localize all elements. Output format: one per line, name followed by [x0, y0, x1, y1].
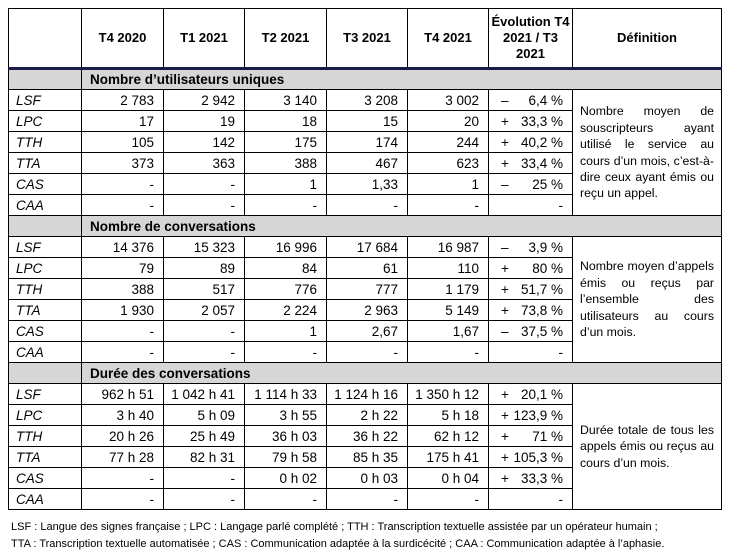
evolution-value: 3,9 % — [528, 239, 563, 255]
data-cell: 110 — [408, 258, 489, 279]
evolution-value: 33,3 % — [520, 470, 563, 486]
row-label: LPC — [9, 111, 82, 132]
evolution-value: 51,7 % — [520, 281, 563, 297]
column-header-t4-2020: T4 2020 — [82, 9, 164, 69]
evolution-value: 37,5 % — [520, 323, 563, 339]
data-cell: 623 — [408, 153, 489, 174]
data-cell: 89 — [164, 258, 245, 279]
data-cell: 1 — [408, 174, 489, 195]
evolution-value: 25 % — [532, 176, 563, 192]
data-cell: 2 942 — [164, 90, 245, 111]
row-label: LPC — [9, 258, 82, 279]
evolution-cell — [489, 258, 573, 279]
evolution-cell — [489, 174, 573, 195]
section-blank-cell — [9, 363, 82, 384]
data-cell: 467 — [327, 153, 408, 174]
data-cell: - — [164, 489, 245, 510]
data-cell: 0 h 03 — [327, 468, 408, 489]
evolution-content — [489, 261, 572, 276]
data-cell: 16 987 — [408, 237, 489, 258]
evolution-cell — [489, 132, 573, 153]
evolution-content — [489, 324, 572, 339]
data-cell: - — [82, 342, 164, 363]
evolution-content — [489, 282, 572, 297]
evolution-content — [489, 93, 572, 108]
data-cell: - — [327, 195, 408, 216]
data-cell: 20 — [408, 111, 489, 132]
evolution-value: 33,4 % — [520, 155, 563, 171]
data-cell: 15 — [327, 111, 408, 132]
data-cell: - — [164, 342, 245, 363]
data-cell: - — [82, 468, 164, 489]
evolution-sign: + — [501, 386, 509, 402]
data-cell: 5 h 18 — [408, 405, 489, 426]
data-cell: 1 124 h 16 — [327, 384, 408, 405]
table-row — [9, 237, 722, 258]
data-cell: 79 — [82, 258, 164, 279]
data-cell: 373 — [82, 153, 164, 174]
evolution-content — [489, 135, 572, 150]
data-cell: 82 h 31 — [164, 447, 245, 468]
header-row — [9, 9, 722, 69]
evolution-cell — [489, 321, 573, 342]
row-label: TTH — [9, 279, 82, 300]
row-label: LSF — [9, 90, 82, 111]
data-cell: 17 684 — [327, 237, 408, 258]
data-cell: 5 149 — [408, 300, 489, 321]
evolution-content — [489, 303, 572, 318]
evolution-value: 80 % — [532, 260, 563, 276]
evolution-cell — [489, 153, 573, 174]
data-cell: 19 — [164, 111, 245, 132]
evolution-content — [489, 114, 572, 129]
column-header-t1-2021: T1 2021 — [164, 9, 245, 69]
evolution-cell: - — [489, 195, 573, 216]
data-cell: 2 783 — [82, 90, 164, 111]
evolution-cell: - — [489, 342, 573, 363]
row-label: CAA — [9, 489, 82, 510]
evolution-value: 40,2 % — [520, 134, 563, 150]
section-title: Durée des conversations — [82, 363, 722, 384]
evolution-content — [489, 408, 572, 423]
evolution-content — [489, 471, 572, 486]
row-label: CAA — [9, 342, 82, 363]
evolution-value: 73,8 % — [520, 302, 563, 318]
data-cell: 5 h 09 — [164, 405, 245, 426]
row-label: CAS — [9, 468, 82, 489]
data-cell: 85 h 35 — [327, 447, 408, 468]
data-cell: - — [408, 195, 489, 216]
evolution-sign: – — [501, 323, 509, 339]
evolution-cell — [489, 468, 573, 489]
data-cell: 2 224 — [245, 300, 327, 321]
data-cell: 1 930 — [82, 300, 164, 321]
data-cell: 244 — [408, 132, 489, 153]
data-cell: 0 h 04 — [408, 468, 489, 489]
evolution-value: 33,3 % — [520, 113, 563, 129]
evolution-sign: – — [501, 176, 509, 192]
data-cell: - — [164, 195, 245, 216]
section-title: Nombre de conversations — [82, 216, 722, 237]
column-header-t4-2021: T4 2021 — [408, 9, 489, 69]
footnote-line: TTA : Transcription textuelle automatisée ; CAS : Communication adaptée à la surdicécité ; CAA : Communication adaptée à l’aphasie. — [11, 537, 665, 550]
data-cell: 3 140 — [245, 90, 327, 111]
column-header-t3-2021: T3 2021 — [327, 9, 408, 69]
section-blank-cell — [9, 69, 82, 90]
data-cell: 15 323 — [164, 237, 245, 258]
data-cell: - — [164, 174, 245, 195]
evolution-cell — [489, 405, 573, 426]
data-cell: 18 — [245, 111, 327, 132]
data-cell: 3 002 — [408, 90, 489, 111]
data-cell: 36 h 22 — [327, 426, 408, 447]
data-cell: 363 — [164, 153, 245, 174]
data-cell: 62 h 12 — [408, 426, 489, 447]
data-cell: - — [82, 195, 164, 216]
row-label: TTA — [9, 447, 82, 468]
data-cell: 388 — [82, 279, 164, 300]
data-cell: 17 — [82, 111, 164, 132]
evolution-cell — [489, 300, 573, 321]
data-cell: 36 h 03 — [245, 426, 327, 447]
data-cell: 1 114 h 33 — [245, 384, 327, 405]
section-blank-cell — [9, 216, 82, 237]
data-cell: 14 376 — [82, 237, 164, 258]
evolution-sign: + — [501, 155, 509, 171]
evolution-sign: + — [501, 428, 509, 444]
data-cell: 1 — [245, 321, 327, 342]
data-cell: 1 042 h 41 — [164, 384, 245, 405]
footnote-line: LSF : Langue des signes française ; LPC : Langage parlé complété ; TTH : Transcription textuelle assistée par un opérateur humain ; — [11, 521, 658, 533]
data-cell: 77 h 28 — [82, 447, 164, 468]
data-cell: - — [82, 174, 164, 195]
definition-cell: Durée totale de tous les appels émis ou reçus au cours d’un mois. — [573, 384, 722, 510]
row-label: TTH — [9, 132, 82, 153]
column-header-t2-2021: T2 2021 — [245, 9, 327, 69]
data-cell: 79 h 58 — [245, 447, 327, 468]
row-label: CAA — [9, 195, 82, 216]
column-header-definition: Définition — [573, 9, 722, 69]
data-cell: - — [82, 321, 164, 342]
evolution-content — [489, 387, 572, 402]
evolution-value: 123,9 % — [513, 407, 563, 423]
table-body — [9, 69, 722, 510]
row-label: LPC — [9, 405, 82, 426]
evolution-sign: + — [501, 260, 509, 276]
row-label: CAS — [9, 321, 82, 342]
row-label: TTH — [9, 426, 82, 447]
footnotes — [11, 519, 721, 552]
evolution-content — [489, 156, 572, 171]
data-cell: 25 h 49 — [164, 426, 245, 447]
data-cell: 1 179 — [408, 279, 489, 300]
evolution-value: 20,1 % — [520, 386, 563, 402]
data-cell: 61 — [327, 258, 408, 279]
evolution-cell: - — [489, 489, 573, 510]
data-cell: 1,67 — [408, 321, 489, 342]
data-cell: 517 — [164, 279, 245, 300]
evolution-content — [489, 240, 572, 255]
evolution-value: 105,3 % — [513, 449, 563, 465]
data-cell: - — [327, 489, 408, 510]
evolution-value: 6,4 % — [528, 92, 563, 108]
evolution-cell — [489, 237, 573, 258]
data-cell: 3 h 55 — [245, 405, 327, 426]
section-header-row — [9, 216, 722, 237]
row-label: CAS — [9, 174, 82, 195]
section-header-row — [9, 363, 722, 384]
definition-cell: Nombre moyen d’appels émis ou reçus par l’ensemble des utilisateurs au cours d’un mois. — [573, 237, 722, 363]
data-cell: 16 996 — [245, 237, 327, 258]
evolution-content — [489, 177, 572, 192]
data-cell: - — [82, 489, 164, 510]
data-cell: 142 — [164, 132, 245, 153]
evolution-cell — [489, 90, 573, 111]
evolution-sign: + — [501, 470, 509, 486]
data-cell: 777 — [327, 279, 408, 300]
definition-cell: Nombre moyen de souscripteurs ayant utilisé le service au cours d’un mois, c’est-à-dire ceux ayant émis ou reçu un appel. — [573, 90, 722, 216]
evolution-value: 71 % — [532, 428, 563, 444]
data-cell: - — [245, 195, 327, 216]
evolution-sign: + — [501, 134, 509, 150]
evolution-sign: + — [501, 113, 509, 129]
data-cell: 2 963 — [327, 300, 408, 321]
data-cell: 3 h 40 — [82, 405, 164, 426]
data-cell: - — [408, 489, 489, 510]
data-cell: 0 h 02 — [245, 468, 327, 489]
table-header — [9, 9, 722, 69]
data-cell: 84 — [245, 258, 327, 279]
evolution-cell — [489, 111, 573, 132]
row-label: LSF — [9, 384, 82, 405]
row-label: TTA — [9, 153, 82, 174]
data-cell: 2 057 — [164, 300, 245, 321]
usage-statistics-table — [8, 8, 722, 510]
evolution-sign: – — [501, 239, 509, 255]
row-label: TTA — [9, 300, 82, 321]
column-header-evolution: Évolution T4 2021 / T3 2021 — [489, 9, 573, 69]
row-label: LSF — [9, 237, 82, 258]
section-title: Nombre d’utilisateurs uniques — [82, 69, 722, 90]
data-cell: 962 h 51 — [82, 384, 164, 405]
data-cell: 175 h 41 — [408, 447, 489, 468]
data-cell: 3 208 — [327, 90, 408, 111]
evolution-sign: + — [501, 449, 509, 465]
evolution-cell — [489, 279, 573, 300]
data-cell: - — [245, 489, 327, 510]
data-cell: 175 — [245, 132, 327, 153]
data-cell: 2 h 22 — [327, 405, 408, 426]
data-cell: 105 — [82, 132, 164, 153]
evolution-content — [489, 429, 572, 444]
evolution-content — [489, 450, 572, 465]
data-cell: - — [408, 342, 489, 363]
evolution-cell — [489, 384, 573, 405]
data-cell: 174 — [327, 132, 408, 153]
data-cell: - — [164, 321, 245, 342]
data-cell: - — [245, 342, 327, 363]
data-cell: 20 h 26 — [82, 426, 164, 447]
data-cell: 1 — [245, 174, 327, 195]
data-cell: 2,67 — [327, 321, 408, 342]
corner-cell — [9, 9, 82, 69]
evolution-sign: – — [501, 92, 509, 108]
section-header-row — [9, 69, 722, 90]
data-cell: - — [164, 468, 245, 489]
evolution-cell — [489, 426, 573, 447]
data-cell: - — [327, 342, 408, 363]
evolution-sign: + — [501, 281, 509, 297]
table-row — [9, 90, 722, 111]
evolution-sign: + — [501, 302, 509, 318]
evolution-sign: + — [501, 407, 509, 423]
data-cell: 1 350 h 12 — [408, 384, 489, 405]
data-cell: 776 — [245, 279, 327, 300]
table-row — [9, 384, 722, 405]
data-cell: 388 — [245, 153, 327, 174]
data-cell: 1,33 — [327, 174, 408, 195]
evolution-cell — [489, 447, 573, 468]
